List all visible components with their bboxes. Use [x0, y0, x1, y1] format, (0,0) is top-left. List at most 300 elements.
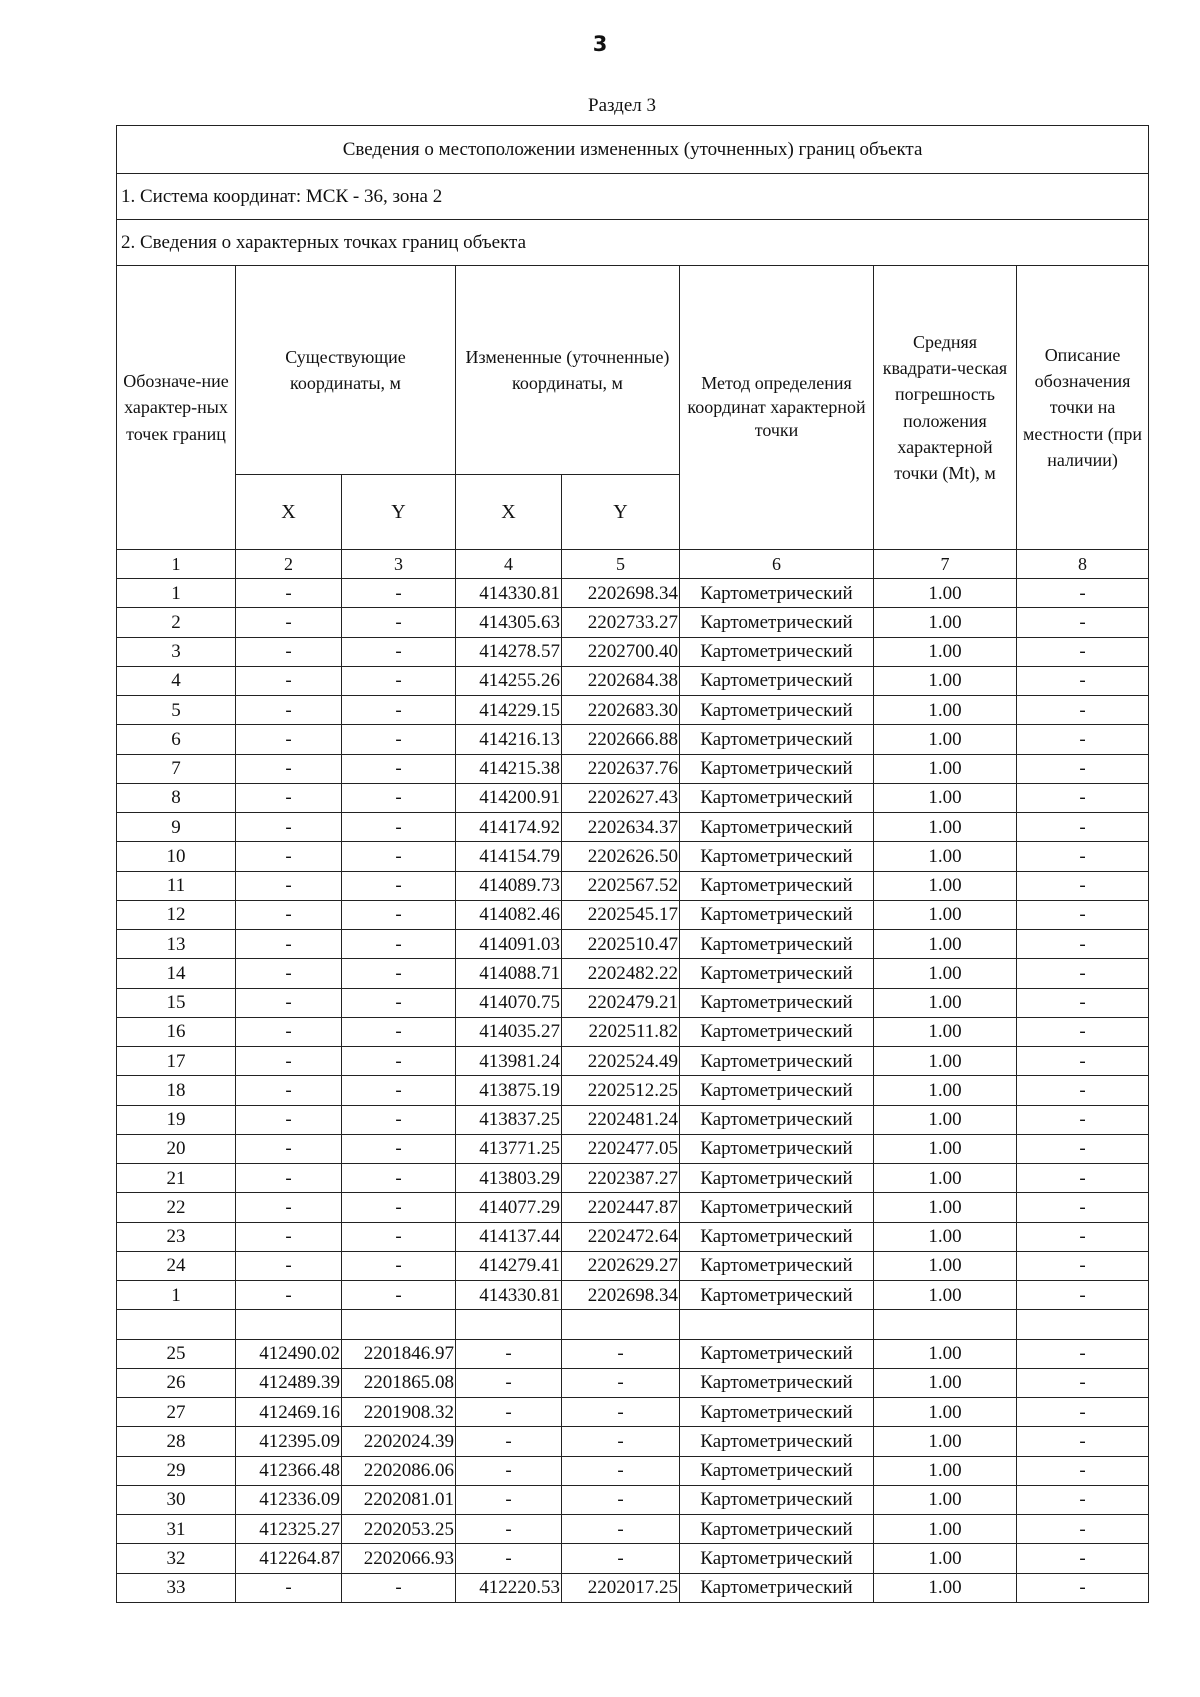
table-cell: 1.00 — [874, 813, 1017, 842]
table-cell: 1.00 — [874, 1573, 1017, 1602]
table-cell: - — [342, 871, 456, 900]
table-cell: 7 — [117, 754, 236, 783]
table-cell: 15 — [117, 988, 236, 1017]
table-cell: Картометрический — [680, 1485, 874, 1514]
table-cell: 23 — [117, 1222, 236, 1251]
table-cell: 414089.73 — [456, 871, 562, 900]
table-row — [117, 1573, 1149, 1602]
header-existing-coordinates: Существующие координаты, м — [236, 266, 456, 475]
table-cell: - — [342, 930, 456, 959]
table-row — [117, 1281, 1149, 1310]
table-row — [117, 1339, 1149, 1368]
table-cell: 2202086.06 — [342, 1456, 456, 1485]
table-cell: 414215.38 — [456, 754, 562, 783]
table-cell: 1.00 — [874, 1105, 1017, 1134]
table-cell: 2202634.37 — [562, 813, 680, 842]
table-cell: 5 — [117, 696, 236, 725]
table-cell: - — [1017, 871, 1149, 900]
table-cell: Картометрический — [680, 1427, 874, 1456]
table-cell: - — [236, 696, 342, 725]
table-cell: - — [236, 1134, 342, 1163]
table-cell: - — [562, 1398, 680, 1427]
table-cell: 414200.91 — [456, 783, 562, 812]
table-cell: Картометрический — [680, 900, 874, 929]
table-cell: 413981.24 — [456, 1047, 562, 1076]
table-row — [117, 1310, 1149, 1339]
table-row — [117, 1076, 1149, 1105]
table-cell: - — [456, 1368, 562, 1397]
table-cell: 1.00 — [874, 1076, 1017, 1105]
table-cell: - — [1017, 1193, 1149, 1222]
table-cell: - — [236, 813, 342, 842]
table-cell: Картометрический — [680, 959, 874, 988]
table-cell: Картометрический — [680, 1017, 874, 1046]
table-cell: 414070.75 — [456, 988, 562, 1017]
table-cell: - — [236, 1573, 342, 1602]
table-cell: - — [1017, 959, 1149, 988]
table-cell: - — [236, 608, 342, 637]
coordinates-table — [116, 125, 1149, 1603]
table-cell: - — [1017, 1134, 1149, 1163]
table-cell: 2202698.34 — [562, 1281, 680, 1310]
table-cell: 2202627.43 — [562, 783, 680, 812]
table-cell: Картометрический — [680, 666, 874, 695]
table-cell: 414082.46 — [456, 900, 562, 929]
table-cell: Картометрический — [680, 1105, 874, 1134]
table-cell: 13 — [117, 930, 236, 959]
table-cell: 2202479.21 — [562, 988, 680, 1017]
table-cell: 2202629.27 — [562, 1251, 680, 1280]
table-cell: - — [1017, 1456, 1149, 1485]
table-cell: Картометрический — [680, 1368, 874, 1397]
table-cell: 413771.25 — [456, 1134, 562, 1163]
table-cell: - — [342, 1017, 456, 1046]
table-cell: 1.00 — [874, 1544, 1017, 1573]
table-cell: 2202683.30 — [562, 696, 680, 725]
table-cell: 1.00 — [874, 725, 1017, 754]
table-row — [117, 1251, 1149, 1280]
table-row — [117, 579, 1149, 608]
table-cell: 2202387.27 — [562, 1164, 680, 1193]
table-cell: 2202081.01 — [342, 1485, 456, 1514]
table-cell: - — [1017, 1047, 1149, 1076]
table-cell: - — [342, 1105, 456, 1134]
table-row — [117, 1105, 1149, 1134]
table-cell: - — [236, 1105, 342, 1134]
table-cell: 20 — [117, 1134, 236, 1163]
table-cell: 2202482.22 — [562, 959, 680, 988]
table-cell: Картометрический — [680, 725, 874, 754]
table-cell: 2202684.38 — [562, 666, 680, 695]
table-row — [117, 930, 1149, 959]
table-cell: Картометрический — [680, 579, 874, 608]
table-cell: 1.00 — [874, 1222, 1017, 1251]
table-cell: Картометрический — [680, 1456, 874, 1485]
table-cell: - — [1017, 608, 1149, 637]
table-cell: 414077.29 — [456, 1193, 562, 1222]
table-cell: - — [342, 666, 456, 695]
table-cell: - — [1017, 1105, 1149, 1134]
table-cell: Картометрический — [680, 1573, 874, 1602]
table-cell — [236, 1310, 342, 1339]
table-cell: 412469.16 — [236, 1398, 342, 1427]
table-cell: - — [236, 725, 342, 754]
table-cell: 412325.27 — [236, 1515, 342, 1544]
column-number: 2 — [236, 550, 342, 579]
table-cell — [117, 1310, 236, 1339]
table-cell: - — [1017, 1398, 1149, 1427]
table-cell: - — [236, 1251, 342, 1280]
table-cell: 10 — [117, 842, 236, 871]
table-cell: 1.00 — [874, 1251, 1017, 1280]
table-cell: - — [342, 754, 456, 783]
table-cell: 1.00 — [874, 666, 1017, 695]
header-error: Средняя квадрати-ческая погрешность положения характерной точки (Mt), м — [874, 266, 1017, 550]
table-cell: Картометрический — [680, 1164, 874, 1193]
table-cell: Картометрический — [680, 1251, 874, 1280]
table-row — [117, 988, 1149, 1017]
table-row — [117, 1017, 1149, 1046]
table-cell: 413803.29 — [456, 1164, 562, 1193]
table-cell: - — [1017, 696, 1149, 725]
table-cell: - — [236, 1164, 342, 1193]
table-cell: Картометрический — [680, 1222, 874, 1251]
column-number: 5 — [562, 550, 680, 579]
table-cell: 412490.02 — [236, 1339, 342, 1368]
table-cell: - — [236, 842, 342, 871]
table-cell: - — [562, 1515, 680, 1544]
table-row — [117, 696, 1149, 725]
table-cell: - — [342, 1076, 456, 1105]
table-cell: 412220.53 — [456, 1573, 562, 1602]
table-cell: - — [1017, 1339, 1149, 1368]
table-cell: - — [562, 1544, 680, 1573]
table-cell: 2202024.39 — [342, 1427, 456, 1456]
table-cell: - — [236, 1017, 342, 1046]
table-cell: 2202567.52 — [562, 871, 680, 900]
table-cell: 2202512.25 — [562, 1076, 680, 1105]
table-cell: 12 — [117, 900, 236, 929]
table-cell: - — [562, 1339, 680, 1368]
table-cell: - — [342, 813, 456, 842]
table-cell: 6 — [117, 725, 236, 754]
table-cell: - — [1017, 988, 1149, 1017]
table-cell: 1.00 — [874, 754, 1017, 783]
table-cell: 413837.25 — [456, 1105, 562, 1134]
table-row — [117, 637, 1149, 666]
table-cell: - — [236, 1047, 342, 1076]
table-cell: 2 — [117, 608, 236, 637]
table-cell: 412489.39 — [236, 1368, 342, 1397]
table-cell: 1.00 — [874, 1193, 1017, 1222]
table-cell: - — [456, 1427, 562, 1456]
table-cell: 414305.63 — [456, 608, 562, 637]
table-row — [117, 1515, 1149, 1544]
table-cell: 8 — [117, 783, 236, 812]
table-cell: 2202637.76 — [562, 754, 680, 783]
table-cell: - — [342, 988, 456, 1017]
table-cell: - — [562, 1427, 680, 1456]
column-number: 8 — [1017, 550, 1149, 579]
header-method: Метод определения координат характерной точки — [680, 266, 874, 550]
table-cell: 414088.71 — [456, 959, 562, 988]
table-cell: 2202666.88 — [562, 725, 680, 754]
header-existing-y: Y — [342, 475, 456, 550]
table-cell: 2202733.27 — [562, 608, 680, 637]
table-cell: - — [456, 1544, 562, 1573]
table-cell: - — [456, 1456, 562, 1485]
table-cell: - — [456, 1398, 562, 1427]
table-cell: - — [342, 1251, 456, 1280]
table-cell: 1.00 — [874, 1134, 1017, 1163]
table-cell — [680, 1310, 874, 1339]
header-changed-y: Y — [562, 475, 680, 550]
table-cell: 2202017.25 — [562, 1573, 680, 1602]
table-cell: 19 — [117, 1105, 236, 1134]
table-cell: - — [236, 871, 342, 900]
table-cell: 1.00 — [874, 871, 1017, 900]
table-cell — [874, 1310, 1017, 1339]
table-cell: - — [236, 754, 342, 783]
table-cell: 414330.81 — [456, 1281, 562, 1310]
table-cell: - — [1017, 783, 1149, 812]
column-number: 7 — [874, 550, 1017, 579]
table-cell: - — [456, 1515, 562, 1544]
table-cell: 414330.81 — [456, 579, 562, 608]
table-cell: Картометрический — [680, 1515, 874, 1544]
table-cell: 14 — [117, 959, 236, 988]
table-cell: 414035.27 — [456, 1017, 562, 1046]
table-cell: - — [1017, 666, 1149, 695]
table-cell: 412264.87 — [236, 1544, 342, 1573]
table-cell: 414174.92 — [456, 813, 562, 842]
table-cell: - — [236, 988, 342, 1017]
table-row — [117, 1456, 1149, 1485]
table-cell: - — [1017, 1076, 1149, 1105]
table-cell: 414137.44 — [456, 1222, 562, 1251]
table-cell: - — [342, 1193, 456, 1222]
table-cell: - — [342, 725, 456, 754]
table-cell: - — [236, 1281, 342, 1310]
table-body — [117, 550, 1149, 1603]
table-cell: 27 — [117, 1398, 236, 1427]
table-cell: - — [1017, 1017, 1149, 1046]
table-cell: - — [1017, 930, 1149, 959]
table-cell: - — [342, 900, 456, 929]
table-row — [117, 1193, 1149, 1222]
table-row — [117, 1544, 1149, 1573]
table-cell: 2202510.47 — [562, 930, 680, 959]
table-cell: Картометрический — [680, 1339, 874, 1368]
table-cell — [562, 1310, 680, 1339]
table-cell: - — [342, 579, 456, 608]
table-cell: 2201846.97 — [342, 1339, 456, 1368]
table-row — [117, 959, 1149, 988]
table-cell: - — [342, 1164, 456, 1193]
table-cell: 2202626.50 — [562, 842, 680, 871]
table-cell: - — [342, 637, 456, 666]
table-cell: 1.00 — [874, 783, 1017, 812]
header-description: Описание обозначения точки на местности (при наличии) — [1017, 266, 1149, 550]
table-cell: Картометрический — [680, 871, 874, 900]
table-cell: Картометрический — [680, 1398, 874, 1427]
table-cell: - — [1017, 1515, 1149, 1544]
table-cell: 1.00 — [874, 1485, 1017, 1514]
table-cell: - — [1017, 813, 1149, 842]
table-cell: 414216.13 — [456, 725, 562, 754]
table-cell: Картометрический — [680, 1281, 874, 1310]
page-number: 3 — [592, 32, 608, 56]
table-cell: - — [1017, 579, 1149, 608]
table-cell: 29 — [117, 1456, 236, 1485]
table-cell: 1.00 — [874, 1427, 1017, 1456]
table-cell: 31 — [117, 1515, 236, 1544]
table-row — [117, 900, 1149, 929]
table-cell: - — [236, 637, 342, 666]
table-cell: 1.00 — [874, 1398, 1017, 1427]
table-cell: - — [342, 959, 456, 988]
header-changed-coordinates: Измененные (уточненные) координаты, м — [456, 266, 680, 475]
table-cell: - — [342, 608, 456, 637]
table-cell: 1.00 — [874, 1047, 1017, 1076]
table-cell: 1.00 — [874, 608, 1017, 637]
table-cell: 1.00 — [874, 900, 1017, 929]
table-cell: - — [1017, 1281, 1149, 1310]
table-cell: - — [342, 1134, 456, 1163]
table-cell: 412366.48 — [236, 1456, 342, 1485]
table-cell: - — [1017, 1368, 1149, 1397]
table-cell: - — [562, 1485, 680, 1514]
table-row — [117, 1164, 1149, 1193]
table-cell: 24 — [117, 1251, 236, 1280]
table-cell: 28 — [117, 1427, 236, 1456]
table-cell: 414229.15 — [456, 696, 562, 725]
table-row — [117, 1485, 1149, 1514]
table-cell: - — [342, 1281, 456, 1310]
table-cell: Картометрический — [680, 1193, 874, 1222]
table-cell: 30 — [117, 1485, 236, 1514]
table-cell: - — [456, 1485, 562, 1514]
table-cell: - — [1017, 1544, 1149, 1573]
table-cell: 3 — [117, 637, 236, 666]
table-cell: - — [236, 900, 342, 929]
table-cell: - — [342, 696, 456, 725]
table-cell: - — [236, 959, 342, 988]
table-cell: 1 — [117, 1281, 236, 1310]
table-cell: - — [1017, 1251, 1149, 1280]
table-title: Сведения о местоположении измененных (уточненных) границ объекта — [117, 126, 1149, 174]
table-cell: 1.00 — [874, 1339, 1017, 1368]
header-existing-x: X — [236, 475, 342, 550]
table-cell: - — [236, 666, 342, 695]
table-cell: - — [1017, 1485, 1149, 1514]
table-cell: - — [342, 1047, 456, 1076]
table-cell: Картометрический — [680, 608, 874, 637]
table-cell: - — [342, 1222, 456, 1251]
table-cell: - — [1017, 1164, 1149, 1193]
table-cell: 26 — [117, 1368, 236, 1397]
table-row — [117, 666, 1149, 695]
table-cell: 2202511.82 — [562, 1017, 680, 1046]
table-cell: Картометрический — [680, 1134, 874, 1163]
table-cell: 2201865.08 — [342, 1368, 456, 1397]
table-cell: Картометрический — [680, 1047, 874, 1076]
table-cell: 1.00 — [874, 1281, 1017, 1310]
table-row — [117, 725, 1149, 754]
table-row — [117, 1368, 1149, 1397]
table-cell: - — [456, 1339, 562, 1368]
table-cell: - — [236, 579, 342, 608]
table-cell: 414279.41 — [456, 1251, 562, 1280]
table-cell: 1.00 — [874, 579, 1017, 608]
table-cell — [1017, 1310, 1149, 1339]
column-number: 4 — [456, 550, 562, 579]
table-cell: Картометрический — [680, 696, 874, 725]
table-cell: - — [1017, 842, 1149, 871]
table-cell: - — [236, 1193, 342, 1222]
table-cell: 2202447.87 — [562, 1193, 680, 1222]
table-cell: 2202698.34 — [562, 579, 680, 608]
table-row — [117, 1398, 1149, 1427]
table-cell — [342, 1310, 456, 1339]
table-cell: 1.00 — [874, 637, 1017, 666]
table-cell: 1 — [117, 579, 236, 608]
table-cell: 2202053.25 — [342, 1515, 456, 1544]
header-point-designation: Обозначе-ние характер-ных точек границ — [117, 266, 236, 550]
table-cell: 32 — [117, 1544, 236, 1573]
table-cell: 17 — [117, 1047, 236, 1076]
table-cell: 1.00 — [874, 1164, 1017, 1193]
table-cell: 412336.09 — [236, 1485, 342, 1514]
table-cell: - — [342, 1573, 456, 1602]
table-row — [117, 842, 1149, 871]
table-cell: - — [342, 842, 456, 871]
table-cell: 1.00 — [874, 1017, 1017, 1046]
points-heading: 2. Сведения о характерных точках границ объекта — [117, 220, 1149, 266]
table-cell: - — [1017, 900, 1149, 929]
table-cell: 1.00 — [874, 1515, 1017, 1544]
table-cell: 2202481.24 — [562, 1105, 680, 1134]
table-cell: 2202066.93 — [342, 1544, 456, 1573]
column-number: 1 — [117, 550, 236, 579]
table-cell: Картометрический — [680, 988, 874, 1017]
table-cell: - — [1017, 754, 1149, 783]
table-cell: Картометрический — [680, 813, 874, 842]
table-cell: Картометрический — [680, 754, 874, 783]
table-cell: 414255.26 — [456, 666, 562, 695]
table-cell: 18 — [117, 1076, 236, 1105]
table-cell: Картометрический — [680, 930, 874, 959]
table-cell: Картометрический — [680, 1544, 874, 1573]
table-cell — [456, 1310, 562, 1339]
column-number: 3 — [342, 550, 456, 579]
table-row — [117, 783, 1149, 812]
table-cell: 33 — [117, 1573, 236, 1602]
table-cell: 2202524.49 — [562, 1047, 680, 1076]
table-cell: - — [1017, 725, 1149, 754]
table-row — [117, 813, 1149, 842]
table-cell: Картометрический — [680, 1076, 874, 1105]
table-row — [117, 1427, 1149, 1456]
table-row — [117, 1222, 1149, 1251]
table-cell: 16 — [117, 1017, 236, 1046]
table-cell: - — [236, 783, 342, 812]
table-row — [117, 608, 1149, 637]
table-cell: 413875.19 — [456, 1076, 562, 1105]
header-changed-x: X — [456, 475, 562, 550]
table-row — [117, 1047, 1149, 1076]
table-cell: 1.00 — [874, 696, 1017, 725]
